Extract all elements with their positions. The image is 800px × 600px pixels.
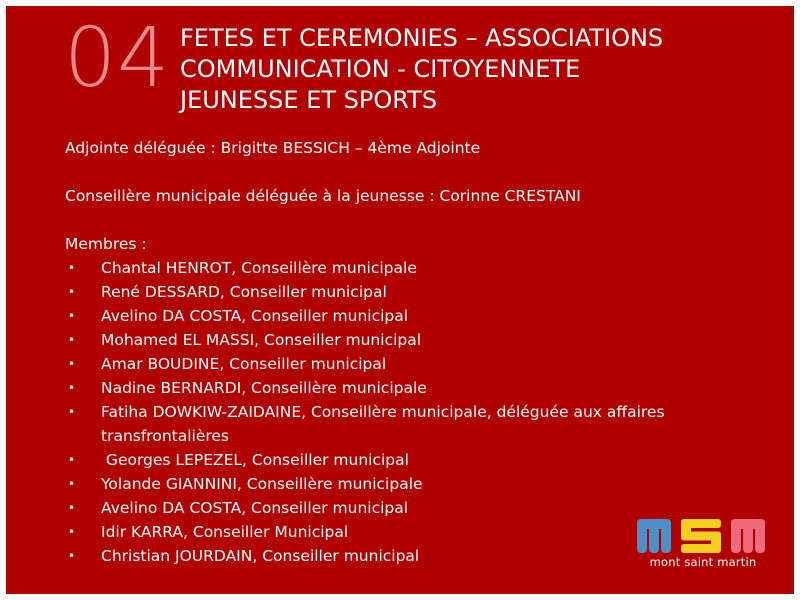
bullet-icon: • bbox=[68, 333, 76, 347]
title-line-2: COMMUNICATION - CITOYENNETE bbox=[180, 55, 581, 83]
member-name: Nadine BERNARDI, Conseillère municipale bbox=[101, 379, 427, 397]
title-line-1: FETES ET CEREMONIES – ASSOCIATIONS bbox=[180, 24, 664, 52]
member-name: Avelino DA COSTA, Conseiller municipal bbox=[101, 307, 409, 325]
member-name: Idir KARRA, Conseiller Municipal bbox=[101, 523, 349, 541]
bullet-icon: • bbox=[68, 549, 76, 563]
conseillere-line: Conseillère municipale déléguée à la jeunesse : Corinne CRESTANI bbox=[65, 187, 581, 205]
msm-logo-icon bbox=[633, 515, 773, 555]
list-item bbox=[65, 400, 765, 448]
member-name: Christian JOURDAIN, Conseiller municipal bbox=[101, 547, 420, 565]
msm-logo bbox=[633, 515, 773, 575]
bullet-icon: • bbox=[68, 357, 76, 371]
list-item bbox=[65, 328, 765, 352]
list-item bbox=[65, 448, 765, 472]
list-item bbox=[65, 280, 765, 304]
section-title bbox=[180, 23, 663, 116]
member-name: René DESSARD, Conseiller municipal bbox=[101, 283, 387, 301]
title-line-3: JEUNESSE ET SPORTS bbox=[180, 86, 438, 114]
bullet-icon: • bbox=[68, 501, 76, 515]
list-item bbox=[65, 304, 765, 328]
member-name: Chantal HENROT, Conseillère municipale bbox=[101, 259, 417, 277]
bullet-icon: • bbox=[68, 309, 76, 323]
member-name: Georges LEPEZEL, Conseiller municipal bbox=[101, 451, 409, 469]
list-item bbox=[65, 352, 765, 376]
bullet-icon: • bbox=[68, 285, 76, 299]
member-name: Mohamed EL MASSI, Conseiller municipal bbox=[101, 331, 422, 349]
list-item bbox=[65, 472, 765, 496]
bullet-icon: • bbox=[68, 405, 76, 419]
bullet-icon: • bbox=[68, 453, 76, 467]
content bbox=[65, 136, 765, 568]
member-name: Fatiha DOWKIW-ZAIDAINE, Conseillère municipale, déléguée aux affaires transfrontalières bbox=[101, 403, 665, 445]
slide bbox=[6, 6, 794, 594]
section-number: 04 bbox=[64, 11, 171, 106]
bullet-icon: • bbox=[68, 381, 76, 395]
list-item bbox=[65, 376, 765, 400]
members-label: Membres : bbox=[65, 235, 147, 253]
list-item bbox=[65, 256, 765, 280]
logo-text: mont saint martin bbox=[649, 555, 757, 569]
bullet-icon: • bbox=[68, 525, 76, 539]
member-name: Amar BOUDINE, Conseiller municipal bbox=[101, 355, 387, 373]
bullet-icon: • bbox=[68, 477, 76, 491]
adjointe-line: Adjointe déléguée : Brigitte BESSICH – 4ème Adjointe bbox=[65, 139, 481, 157]
member-name: Yolande GIANNINI, Conseillère municipale bbox=[101, 475, 423, 493]
bullet-icon: • bbox=[68, 261, 76, 275]
member-name: Avelino DA COSTA, Conseiller municipal bbox=[101, 499, 409, 517]
